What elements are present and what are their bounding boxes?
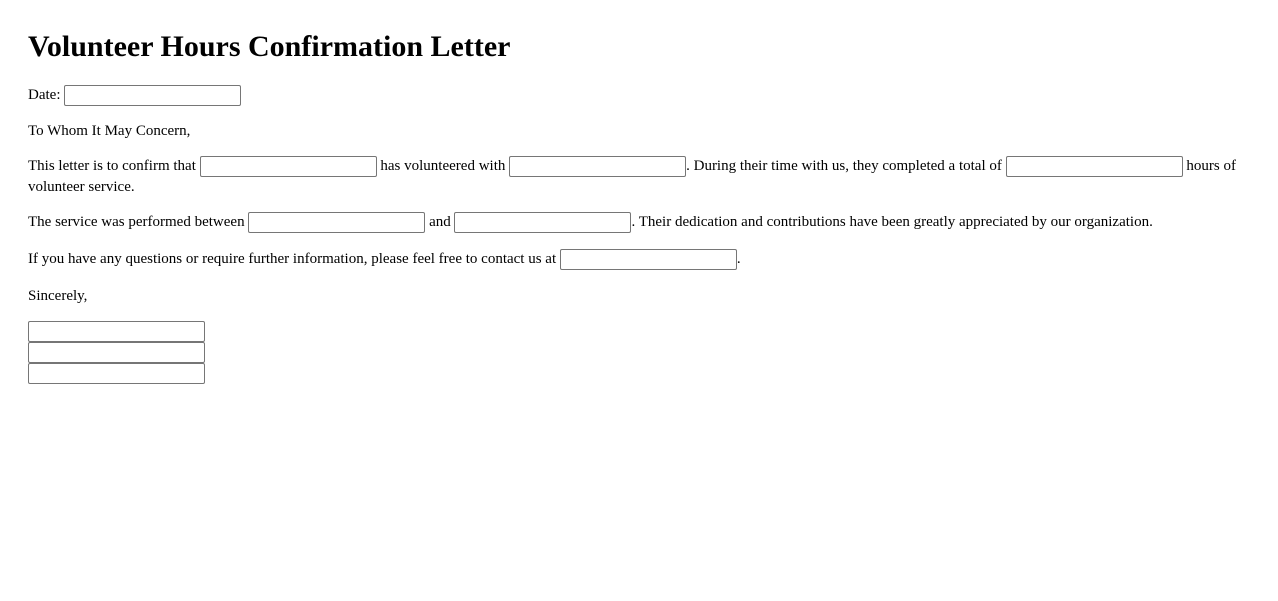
contact-info-field[interactable] <box>560 249 737 270</box>
signer-name-field[interactable] <box>28 321 205 342</box>
contact-text-1: If you have any questions or require further information, please feel free to contact us at <box>28 251 557 268</box>
contact-paragraph <box>28 249 1250 270</box>
date-field[interactable] <box>64 85 241 106</box>
signer-title-field[interactable] <box>28 342 205 363</box>
page-title: Volunteer Hours Confirmation Letter <box>28 30 511 63</box>
date-label: Date: <box>28 87 61 103</box>
contact-text-2: . <box>736 251 741 268</box>
total-hours-field[interactable] <box>1006 156 1183 177</box>
service-period-paragraph <box>28 212 1250 233</box>
date-row <box>28 85 1250 106</box>
confirmation-paragraph <box>28 156 1250 197</box>
signature-block <box>28 321 205 384</box>
end-date-field[interactable] <box>454 212 631 233</box>
start-date-field[interactable] <box>248 212 425 233</box>
service-text-3: . Their dedication and contributions have been greatly appreciated by our organization. <box>631 214 1153 231</box>
confirm-text-1: This letter is to confirm that <box>28 158 196 175</box>
volunteer-name-field[interactable] <box>200 156 377 177</box>
closing: Sincerely, <box>28 288 88 305</box>
confirm-text-4: hours of volunteer service. <box>28 158 1236 196</box>
signer-organization-field[interactable] <box>28 363 205 384</box>
salutation: To Whom It May Concern, <box>28 123 191 140</box>
confirm-text-2: has volunteered with <box>380 158 506 175</box>
confirm-text-3: . During their time with us, they completed a total of <box>686 158 1002 175</box>
service-text-1: The service was performed between <box>28 214 245 231</box>
organization-field[interactable] <box>509 156 686 177</box>
service-text-2: and <box>429 214 451 231</box>
